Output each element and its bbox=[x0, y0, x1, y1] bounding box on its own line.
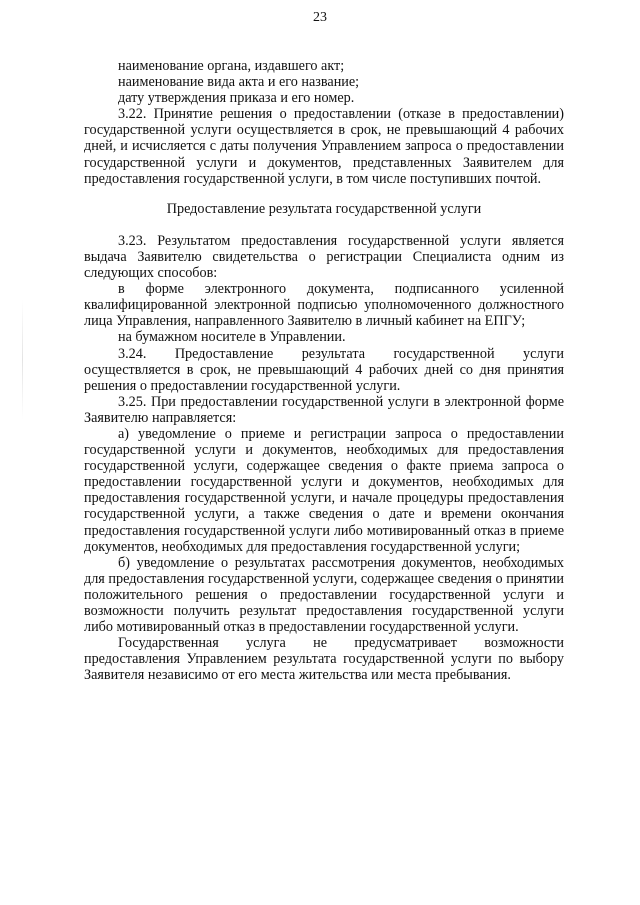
paragraph: наименование органа, издавшего акт; bbox=[118, 58, 345, 74]
paragraph-3-25: 3.25. При предоставлении государственной услуги в электронной форме Заявителю направляется: bbox=[84, 393, 564, 426]
page-number: 23 bbox=[313, 10, 327, 25]
paragraph-item-b: б) уведомление о результатах рассмотрения документов, необходимых для предоставления государственной услуги, содержащее сведения о принятии положительного решения о предоставлении государственной услуги и возможности получить результат предоставления государственной услуги либо мотивированный отказ в предоставлении государственной услуги. bbox=[84, 554, 564, 636]
paragraph: дату утверждения приказа и его номер. bbox=[118, 90, 355, 107]
paragraph: на бумажном носителе в Управлении. bbox=[118, 329, 346, 346]
paragraph-3-24: 3.24. Предоставление результата государственной услуги осуществляется в срок, не превышающий 4 рабочих дней со дня принятия решения о предоставлении государственной услуги. bbox=[84, 345, 564, 394]
document-body bbox=[84, 58, 564, 683]
section-heading: Предоставление результата государственной услуги bbox=[166, 200, 482, 217]
paragraph: в форме электронного документа, подписанного усиленной квалифицированной электронной подписью уполномоченного должностного лица Управления, направленного Заявителю в личный кабинет на ЕПГУ; bbox=[84, 281, 564, 330]
paragraph-item-a: а) уведомление о приеме и регистрации запроса о предоставлении государственной услуги и документов, необходимых для предоставления государственной услуги, содержащее сведения о факте приема запроса о предоставлении государственной услуги и документов, необходимых для предоставления государственной услуги, и начале процедуры предоставления государственной услуги, а также сведения о дате и времени окончания предоставления государственной услуги либо мотивированный отказ в приеме документов, необходимых для предоставления государственной услуги; bbox=[84, 425, 564, 555]
paragraph: Государственная услуга не предусматривает возможности предоставления Управлением результата государственной услуги по выбору Заявителя независимо от его места жительства или места пребывания. bbox=[84, 635, 564, 684]
paragraph: наименование вида акта и его название; bbox=[118, 74, 360, 91]
scan-artifact bbox=[22, 300, 23, 420]
paragraph-3-22: 3.22. Принятие решения о предоставлении (отказе в предоставлении) государственной услуги осуществляется в срок, не превышающий 4 рабочих дней, и исчисляется с даты получения Управлением запроса о предоставлении государственной услуги и документов, представленных Заявителем для предоставления государственной услуги, в том числе поступивших почтой. bbox=[84, 106, 564, 187]
paragraph-3-23: 3.23. Результатом предоставления государственной услуги является выдача Заявителю свидетельства о регистрации Специалиста одним из следующих способов: bbox=[84, 232, 564, 282]
